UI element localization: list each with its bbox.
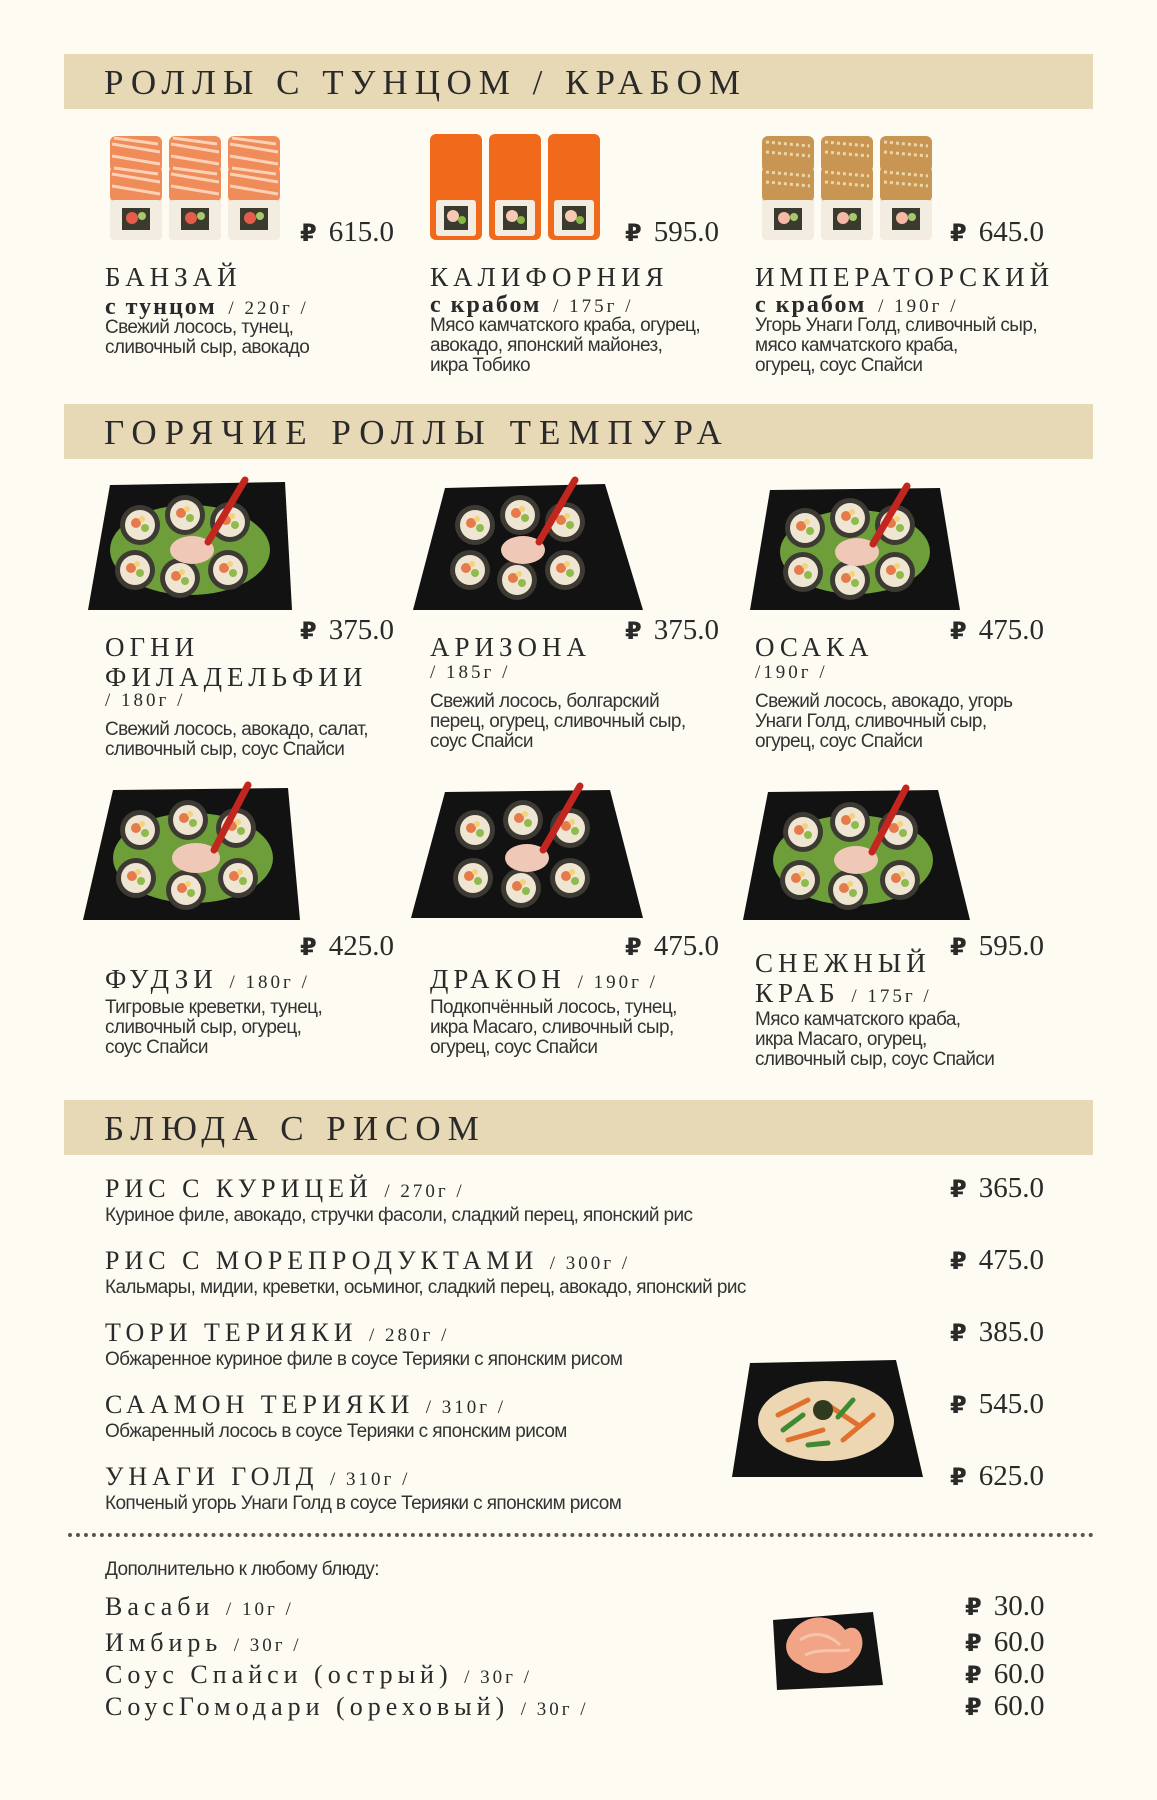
rice-item-name: РИС С КУРИЦЕЙ / 270г / [105, 1174, 465, 1203]
tempura-photo-dragon [405, 780, 645, 930]
ruble-sign: ₽ [625, 219, 642, 247]
ruble-sign: ₽ [300, 617, 317, 645]
section-band-rolls [64, 54, 1093, 109]
item-name-arizona: АРИЗОНА [430, 632, 592, 662]
extra-item-spicy-sauce: Соус Спайси (острый) / 30г / [105, 1660, 532, 1689]
section-band-tempura [64, 404, 1093, 459]
item-name-snow-crab: СНЕЖНЫЙ КРАБ / 175г / [755, 948, 932, 1008]
tempura-photo-osaka [745, 470, 965, 620]
ruble-sign: ₽ [965, 1629, 982, 1657]
price-wasabi: ₽ 30.0 [965, 1590, 1045, 1622]
ruble-sign: ₽ [300, 219, 317, 247]
item-weight-osaka: /190г / [755, 662, 828, 683]
price-rice-chicken: ₽ 365.0 [950, 1172, 1044, 1204]
item-sub-california: с крабом / 175г / [430, 292, 634, 318]
item-name-philadelphia: ОГНИ ФИЛАДЕЛЬФИИ [105, 632, 368, 692]
roll-photo-imperial [752, 130, 942, 250]
ruble-sign: ₽ [300, 933, 317, 961]
ruble-sign: ₽ [950, 1463, 967, 1491]
item-desc-banzai: Свежий лосось, тунец, сливочный сыр, авокадо [105, 317, 310, 358]
section-title-tempura: ГОРЯЧИЕ РОЛЛЫ ТЕМПУРА [104, 413, 730, 452]
ruble-sign: ₽ [950, 1391, 967, 1419]
tempura-photo-philadelphia [80, 470, 300, 620]
item-desc-imperial: Угорь Унаги Голд, сливочный сыр, мясо камчатского краба, огурец, соус Спайси [755, 315, 1038, 376]
price-salmon-teriyaki: ₽ 545.0 [950, 1388, 1044, 1420]
extra-item-gomadari-sauce: СоусГомодари (ореховый) / 30г / [105, 1692, 589, 1721]
ruble-sign: ₽ [950, 1175, 967, 1203]
section-band-rice [64, 1100, 1093, 1155]
price-ginger: ₽ 60.0 [965, 1626, 1045, 1658]
rice-item-desc: Копченый угорь Унаги Голд в соусе Терияки с японским рисом [105, 1493, 622, 1514]
section-title-rolls: РОЛЛЫ С ТУНЦОМ / КРАБОМ [104, 63, 748, 102]
ruble-sign: ₽ [625, 933, 642, 961]
rice-item-name: ТОРИ ТЕРИЯКИ / 280г / [105, 1318, 450, 1347]
item-desc-california: Мясо камчатского краба, огурец, авокадо, японский майонез, икра Тобико [430, 315, 701, 376]
item-name-california: КАЛИФОРНИЯ [430, 262, 669, 292]
price-fuji: ₽ 425.0 [300, 930, 394, 962]
section-title-rice: БЛЮДА С РИСОМ [104, 1109, 486, 1148]
price-spicy-sauce: ₽ 60.0 [965, 1658, 1045, 1690]
item-sub-banzai: с тунцом / 220г / [105, 294, 309, 320]
rice-item-desc: Кальмары, мидии, креветки, осьминог, сладкий перец, авокадо, японский рис [105, 1277, 746, 1298]
tempura-photo-arizona [405, 470, 645, 620]
extra-item-ginger: Имбирь / 30г / [105, 1628, 302, 1657]
item-weight-philadelphia: / 180г / [105, 690, 186, 711]
price-banzai: ₽ 615.0 [300, 216, 394, 248]
roll-photo-california [420, 128, 610, 253]
item-desc-arizona: Свежий лосось, болгарский перец, огурец, сливочный сыр, соус Спайси [430, 691, 686, 752]
dotted-divider [68, 1533, 1094, 1537]
ginger-bowl-photo [765, 1600, 890, 1695]
price-california: ₽ 595.0 [625, 216, 719, 248]
ruble-sign: ₽ [950, 219, 967, 247]
ruble-sign: ₽ [965, 1693, 982, 1721]
item-name-dragon: ДРАКОН / 190г / [430, 964, 658, 994]
item-desc-philadelphia: Свежий лосось, авокадо, салат, сливочный сыр, соус Спайси [105, 719, 368, 760]
price-imperial: ₽ 645.0 [950, 216, 1044, 248]
rice-item-name: УНАГИ ГОЛД / 310г / [105, 1462, 411, 1491]
price-arizona: ₽ 375.0 [625, 614, 719, 646]
item-desc-fuji: Тигровые креветки, тунец, сливочный сыр, огурец, соус Спайси [105, 997, 323, 1058]
rice-dish-photo [728, 1355, 926, 1485]
price-snow-crab: ₽ 595.0 [950, 930, 1044, 962]
item-name-imperial: ИМПЕРАТОРСКИЙ [755, 262, 1055, 292]
price-dragon: ₽ 475.0 [625, 930, 719, 962]
tempura-photo-fuji [78, 780, 303, 930]
rice-item-name: РИС С МОРЕПРОДУКТАМИ / 300г / [105, 1246, 631, 1275]
price-tori-teriyaki: ₽ 385.0 [950, 1316, 1044, 1348]
price-philadelphia: ₽ 375.0 [300, 614, 394, 646]
ruble-sign: ₽ [965, 1661, 982, 1689]
ruble-sign: ₽ [950, 1247, 967, 1275]
price-rice-seafood: ₽ 475.0 [950, 1244, 1044, 1276]
rice-item-desc: Обжаренное куриное филе в соусе Терияки с японским рисом [105, 1349, 623, 1370]
rice-item-desc: Обжаренный лосось в соусе Терияки с японским рисом [105, 1421, 567, 1442]
price-osaka: ₽ 475.0 [950, 614, 1044, 646]
ruble-sign: ₽ [950, 1319, 967, 1347]
ruble-sign: ₽ [965, 1593, 982, 1621]
rice-item-name: СААМОН ТЕРИЯКИ / 310г / [105, 1390, 507, 1419]
item-desc-dragon: Подкопчённый лосось, тунец, икра Масаго, сливочный сыр, огурец, соус Спайси [430, 997, 677, 1058]
item-name-osaka: ОСАКА [755, 632, 874, 662]
extra-item-wasabi: Васаби / 10г / [105, 1592, 294, 1621]
tempura-photo-snow-crab [738, 780, 973, 930]
item-name-fuji: ФУДЗИ / 180г / [105, 964, 310, 994]
rice-item-desc: Куриное филе, авокадо, стручки фасоли, сладкий перец, японский рис [105, 1205, 693, 1226]
item-sub-imperial: с крабом / 190г / [755, 292, 959, 318]
price-unagi-gold: ₽ 625.0 [950, 1460, 1044, 1492]
item-name-banzai: БАНЗАЙ [105, 262, 242, 292]
ruble-sign: ₽ [950, 933, 967, 961]
price-gomadari-sauce: ₽ 60.0 [965, 1690, 1045, 1722]
extras-intro: Дополнительно к любому блюду: [105, 1559, 379, 1580]
ruble-sign: ₽ [625, 617, 642, 645]
item-desc-osaka: Свежий лосось, авокадо, угорь Унаги Голд, сливочный сыр, огурец, соус Спайси [755, 691, 1013, 752]
item-desc-snow-crab: Мясо камчатского краба, икра Масаго, огурец, сливочный сыр, соус Спайси [755, 1009, 995, 1070]
ruble-sign: ₽ [950, 617, 967, 645]
roll-photo-banzai [100, 130, 290, 250]
item-weight-arizona: / 185г / [430, 662, 511, 683]
